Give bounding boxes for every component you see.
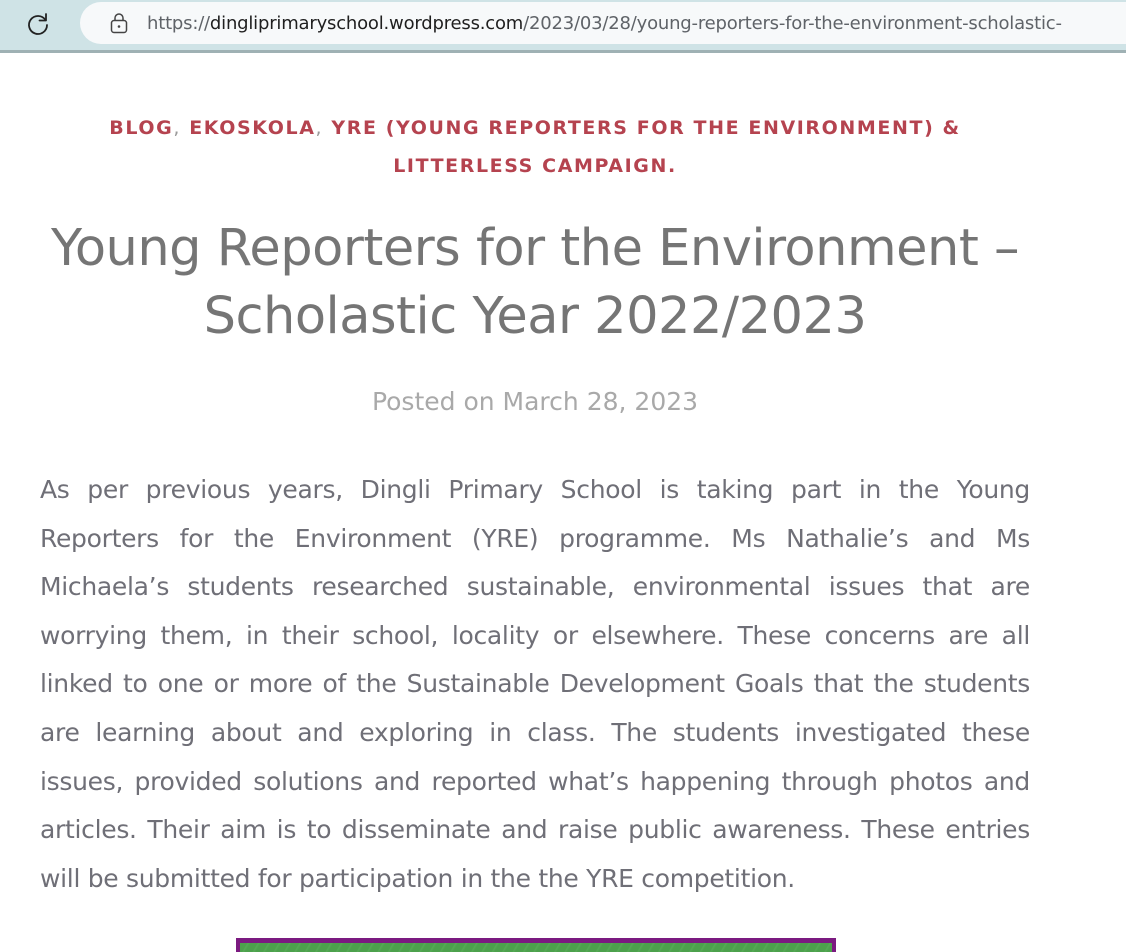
post-date-line: [40, 387, 1030, 416]
posted-on-label: Posted on: [371, 387, 503, 416]
address-bar[interactable]: [80, 2, 1126, 44]
lock-icon[interactable]: [108, 11, 130, 35]
category-separator: ,: [173, 117, 181, 139]
post-image-content: [240, 943, 832, 952]
post-image: [236, 938, 836, 952]
url-domain: dingliprimaryschool.wordpress.com: [209, 12, 524, 34]
post-title: Young Reporters for the Environment – Scholastic Year 2022/2023: [50, 219, 1020, 346]
url-path: /2023/03/28/young-reporters-for-the-environment-scholastic-: [523, 12, 1062, 34]
post-content: [40, 53, 1030, 928]
post-body-paragraph: As per previous years, Dingli Primary School is taking part in the Young Reporters for the Environment (YRE) programme. Ms Nathalie’s and Ms Michaela’s students researched sustainable, environmental issues that are worrying them, in their school, locality or elsewhere. These concerns are all linked to one or more of the Sustainable Development Goals that the students are learning about and exploring in class. The students investigated these issues, provided solutions and reported what’s happening through photos and articles. Their aim is to disseminate and raise public awareness. These entries will be submitted for participation in the the YRE competition.: [40, 475, 1030, 893]
reload-icon: [25, 11, 51, 37]
category-link-blog[interactable]: BLOG: [109, 117, 174, 139]
post-date-link[interactable]: March 28, 2023: [502, 387, 699, 416]
category-link-yre[interactable]: YRE (YOUNG REPORTERS FOR THE ENVIRONMENT) & LITTERLESS CAMPAIGN.: [331, 117, 961, 177]
url-scheme: https://: [147, 12, 210, 34]
category-separator: ,: [315, 117, 324, 139]
url-text[interactable]: [147, 13, 1062, 34]
browser-toolbar: [0, 0, 1126, 53]
category-links: [40, 109, 1030, 185]
reload-button[interactable]: [24, 10, 52, 38]
category-link-ekoskola[interactable]: EKOSKOLA: [189, 117, 316, 139]
